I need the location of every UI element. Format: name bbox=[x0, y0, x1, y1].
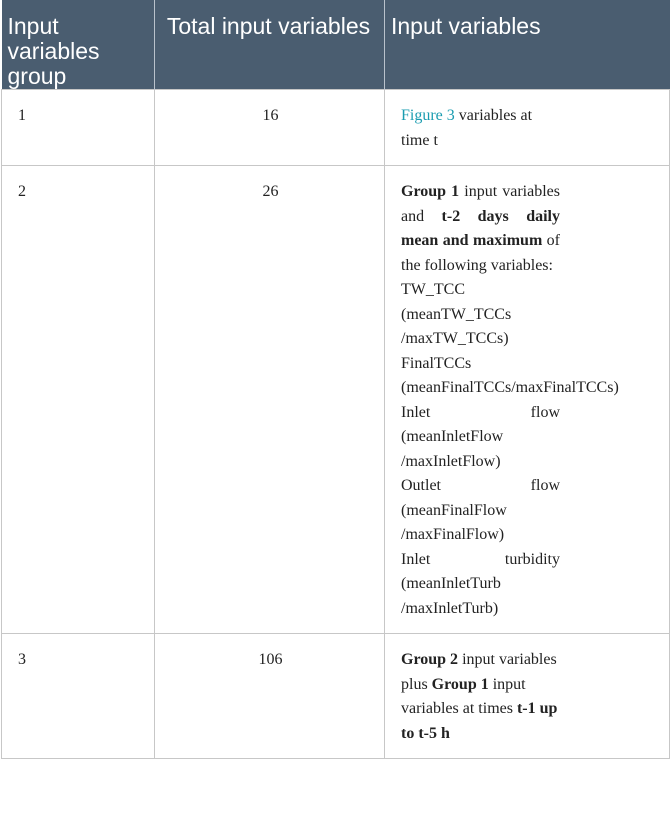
header-input-variables: Input variables bbox=[385, 0, 670, 90]
description-text: input variables and bbox=[401, 183, 560, 225]
variable-item: Inlet flow (meanInletFlow /maxInletFlow) bbox=[401, 403, 560, 470]
table-row bbox=[2, 166, 670, 634]
time-range-phrase: t-1 up to t-5 h bbox=[401, 700, 558, 742]
variable-item: Outlet flow (meanFinalFlow /maxFinalFlow) bbox=[401, 477, 560, 543]
time-window-phrase: t-2 days daily mean and maximum bbox=[401, 207, 560, 249]
header-input-variables-group: Input variables group bbox=[2, 0, 155, 90]
table-row bbox=[2, 634, 670, 759]
group-reference: Group 1 bbox=[431, 675, 489, 693]
group-cell: 2 bbox=[2, 166, 155, 634]
header-total-input-variables: Total input variables bbox=[155, 0, 385, 90]
total-cell: 16 bbox=[155, 90, 385, 166]
table-row bbox=[2, 90, 670, 166]
description-cell bbox=[385, 166, 670, 634]
description-text: of the following variables: bbox=[401, 232, 560, 274]
table-header bbox=[2, 0, 670, 90]
description-text: variables at time t bbox=[401, 107, 533, 149]
group-cell: 3 bbox=[2, 634, 155, 759]
group-cell: 1 bbox=[2, 90, 155, 166]
variable-item: TW_TCC (meanTW_TCCs /maxTW_TCCs) bbox=[401, 281, 512, 347]
total-cell: 106 bbox=[155, 634, 385, 759]
total-cell: 26 bbox=[155, 166, 385, 634]
group-reference: Group 2 bbox=[401, 651, 459, 668]
variable-item: Inlet turbidity (meanInletTurb /maxInletTurb) bbox=[401, 550, 560, 617]
group-reference: Group 1 bbox=[401, 183, 460, 200]
description-cell bbox=[385, 634, 670, 759]
description-text: input variables plus bbox=[401, 651, 557, 693]
figure-link[interactable]: Figure 3 bbox=[401, 107, 455, 124]
description-text: input variables at times bbox=[401, 675, 526, 717]
description-cell bbox=[385, 90, 670, 166]
input-variables-table bbox=[1, 0, 670, 759]
variable-item: FinalTCCs (meanFinalTCCs/maxFinalTCCs) bbox=[401, 354, 619, 396]
